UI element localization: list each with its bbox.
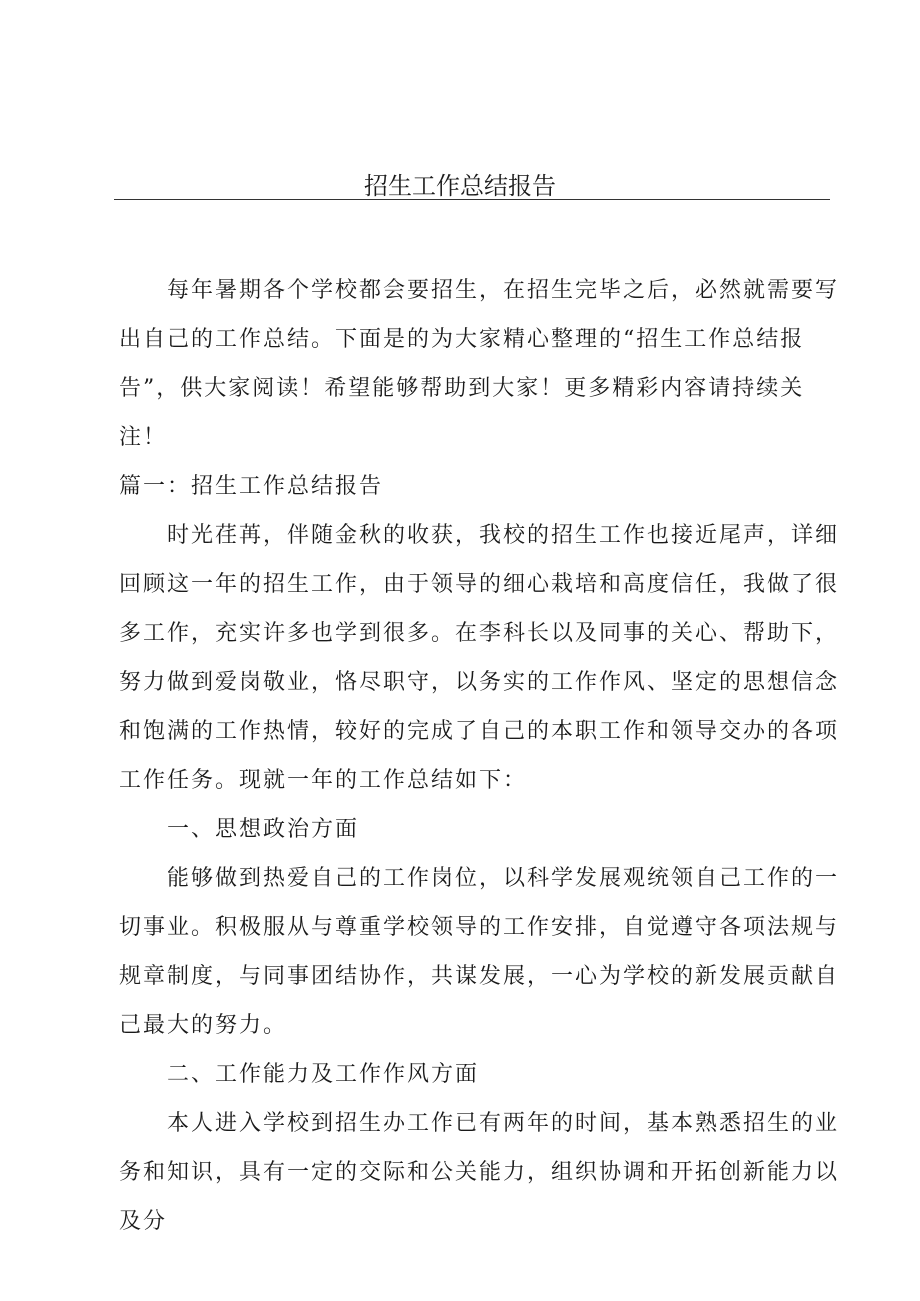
section-heading-part-one: 篇一：招生工作总结报告	[119, 474, 384, 499]
title-underline	[114, 199, 830, 200]
document-body	[119, 266, 839, 1246]
subheading-political: 一、思想政治方面	[167, 817, 360, 842]
intro-paragraph: 每年暑期各个学校都会要招生，在招生完毕之后，必然就需要写出自己的工作总结。下面是的为大家精心整理的“招生工作总结报告”，供大家阅读！希望能够帮助到大家！更多精彩内容请持续关注！	[119, 278, 840, 450]
subheading-work-ability: 二、工作能力及工作作风方面	[167, 1062, 480, 1087]
document-title: 招生工作总结报告	[364, 172, 556, 200]
opening-paragraph: 时光荏苒，伴随金秋的收获，我校的招生工作也接近尾声，详细回顾这一年的招生工作，由于领导的细心栽培和高度信任，我做了很多工作，充实许多也学到很多。在李科长以及同事的关心、帮助下，努力做到爱岗敬业，恪尽职守，以务实的工作作风、坚定的思想信念和饱满的工作热情，较好的完成了自己的本职工作和领导交办的各项工作任务。现就一年的工作总结如下：	[119, 523, 840, 793]
political-paragraph: 能够做到热爱自己的工作岗位，以科学发展观统领自己工作的一切事业。积极服从与尊重学校领导的工作安排，自觉遵守各项法规与规章制度，与同事团结协作，共谋发展，一心为学校的新发展贡献自己最大的努力。	[119, 866, 840, 1038]
work-ability-paragraph: 本人进入学校到招生办工作已有两年的时间，基本熟悉招生的业务和知识，具有一定的交际和公关能力，组织协调和开拓创新能力以及分	[119, 1111, 840, 1234]
